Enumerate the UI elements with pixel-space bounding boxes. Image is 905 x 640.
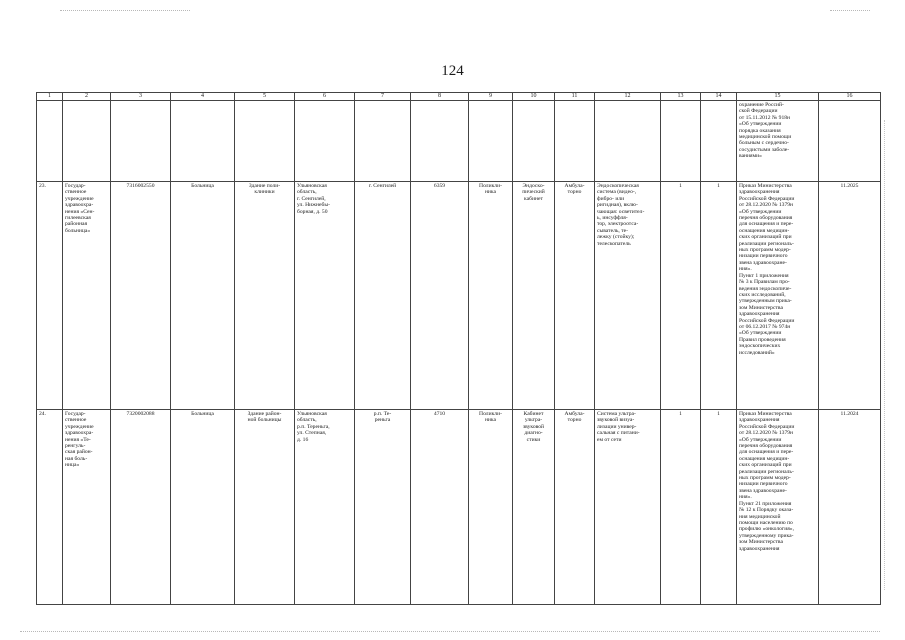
- table-cell-col-9: Поликли- ника: [469, 182, 513, 410]
- column-number-3: 3: [111, 93, 171, 101]
- column-number-15: 15: [737, 93, 819, 101]
- continuation-row: [37, 101, 881, 182]
- scan-artifact-bottom: [20, 631, 880, 633]
- table-cell-col-6: Ульяновская область, г. Сенгилей, ул. Нижнебы- борная, д. 50: [295, 182, 355, 410]
- scan-artifact-top-right: [830, 10, 870, 12]
- table-cell-col-15: Приказ Министерства здравоохранения Российской Федерации от 28.12.2020 № 1379н «Об утверждении перечня оборудования для оснащения и пере- оснащения медицин- ских организаций при реализации региональ- ных программ модер- низации первичного звена здравоохране- ния». Пункт 21 приложения № 12 к Порядку оказа- ния медицинской помощи населению по профилю «онкология», утвержденному прика- зом Министерства здравоохранения: [737, 410, 819, 605]
- table-cell-col-10: Кабинет ультра- звуковой диагно- стики: [513, 410, 555, 605]
- table-cell-col-6: Ульяновская область, р.п. Тереньга, ул. Степная, д. 16: [295, 410, 355, 605]
- column-number-5: 5: [235, 93, 295, 101]
- table-cell-col-1: 24.: [37, 410, 63, 605]
- table-cell-col-8: 6359: [411, 182, 469, 410]
- column-number-8: 8: [411, 93, 469, 101]
- table-cell-col-8: 4710: [411, 410, 469, 605]
- column-number-11: 11: [555, 93, 595, 101]
- scan-artifact-top: [60, 10, 190, 12]
- scan-artifact-right-edge: [884, 120, 885, 590]
- table-cell-col-7: г. Сенгилей: [355, 182, 411, 410]
- column-number-9: 9: [469, 93, 513, 101]
- table-cell-col-15: Приказ Министерства здравоохранения Российской Федерации от 28.12.2020 № 1379н «Об утверждении перечня оборудования для оснащения и пере- оснащения медицин- ских организаций при реализации региональ- ных программ модер- низации первичного звена здравоохране- ния». Пункт 1 приложения № 3 к Правилам про- ведения эндоскопиче- ских исследований, утвержденным прика- зом Министерства здравоохранения Российской Федерации от 06.12.2017 № 974н «Об утверждении Правил проведения эндоскопических исследований»: [737, 182, 819, 410]
- table-cell-col-1: 23.: [37, 182, 63, 410]
- page-number: 124: [441, 63, 464, 79]
- column-number-1: 1: [37, 93, 63, 101]
- table-cell-col-14: 1: [701, 410, 737, 605]
- table-cell-col-12: Эндоскопическая система (видео-, фибро- или ригидная), вклю- чающая: осветител- ь, инсуффля- тор, электроотса- сыватель, те- лежку (стойку); телескопатель: [595, 182, 661, 410]
- column-number-row: [37, 93, 881, 101]
- table-cell-col-13: 1: [661, 410, 701, 605]
- table-cell-col-2: Государ- ственное учреждение здравоохра- нения «Те- ренгуль- ская район- ная боль- ница»: [63, 410, 111, 605]
- column-number-4: 4: [171, 93, 235, 101]
- table-row: [37, 410, 881, 605]
- table-cell-col-2: Государ- ственное учреждение здравоохра- нения «Сен- гилеевская районная больница»: [63, 182, 111, 410]
- column-number-10: 10: [513, 93, 555, 101]
- table-cell-col-4: Больница: [171, 182, 235, 410]
- table-cell-col-3: 7320002088: [111, 410, 171, 605]
- column-number-6: 6: [295, 93, 355, 101]
- table-row: [37, 182, 881, 410]
- column-number-14: 14: [701, 93, 737, 101]
- table-cell-col-11: Амбула- торно: [555, 410, 595, 605]
- column-number-13: 13: [661, 93, 701, 101]
- table-cell-col-9: Поликли- ника: [469, 410, 513, 605]
- table-cell-col-3: 7316002550: [111, 182, 171, 410]
- table-cell-col-10: Эндоско- пический кабинет: [513, 182, 555, 410]
- column-number-7: 7: [355, 93, 411, 101]
- table-cell-col-16: 11.2025: [819, 182, 881, 410]
- table-cell-col-5: Здание поли- клиники: [235, 182, 295, 410]
- table-cell-col-12: Система ультра- звуковой визуа- лизации универ- сальная с питани- ем от сети: [595, 410, 661, 605]
- column-number-2: 2: [63, 93, 111, 101]
- table-cell-col-4: Больница: [171, 410, 235, 605]
- legal-basis-continuation: охранение Россий- ской Федерации от 15.11.2012 № 918н «Об утверждении порядка оказания медицинской помощи больным с сердечно- сосудистыми заболе- ваниями»: [737, 101, 819, 182]
- table-cell-col-11: Амбула- торно: [555, 182, 595, 410]
- table-cell-col-16: 11.2024: [819, 410, 881, 605]
- column-number-12: 12: [595, 93, 661, 101]
- table-cell-col-5: Здание район- ной больницы: [235, 410, 295, 605]
- table-cell-col-14: 1: [701, 182, 737, 410]
- equipment-table: [36, 92, 881, 605]
- column-number-16: 16: [819, 93, 881, 101]
- table-cell-col-13: 1: [661, 182, 701, 410]
- table-cell-col-7: р.п. Те- реньга: [355, 410, 411, 605]
